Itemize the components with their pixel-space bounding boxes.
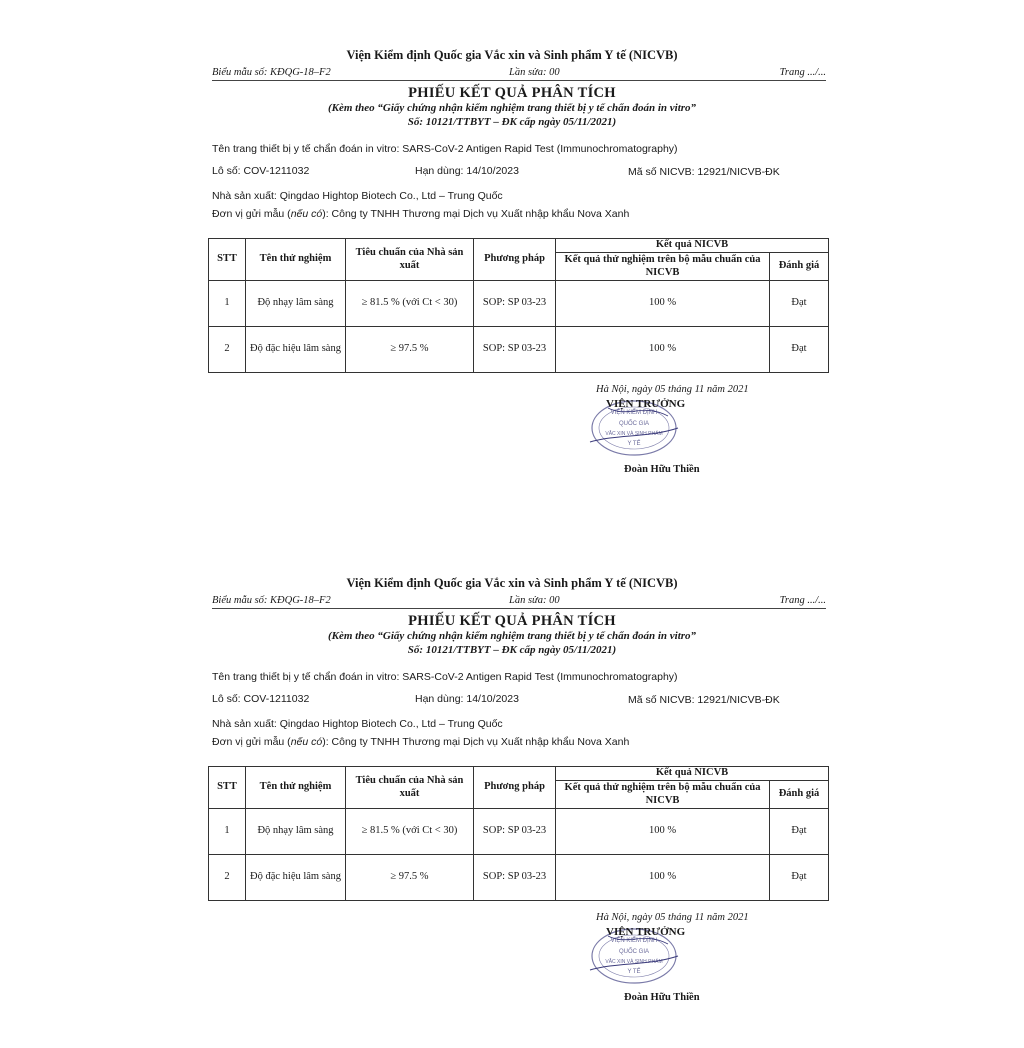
header-nicvb-result: Kết quả NICVB [556, 767, 829, 781]
cell-stt: 2 [209, 855, 246, 901]
sign-place-date: Hà Nội, ngày 05 tháng 11 năm 2021 [596, 912, 749, 923]
form-header-row [212, 66, 826, 81]
lot-number: Lô số: COV-1211032 [212, 693, 310, 705]
cell-result: 100 % [556, 855, 770, 901]
signature-block [540, 384, 800, 494]
page-number: Trang .../... [779, 595, 826, 606]
header-stt: STT [209, 239, 246, 281]
revision: Lần sửa: 00 [509, 67, 560, 78]
lot-number: Lô số: COV-1211032 [212, 165, 310, 177]
signer-title: VIỆN TRƯỞNG [606, 398, 686, 410]
institute-name: Viện Kiểm định Quốc gia Vắc xin và Sinh phẩm Y tế (NICVB) [346, 48, 678, 62]
analysis-report-2 [0, 528, 1024, 1048]
cell-method: SOP: SP 03-23 [474, 855, 556, 901]
header-method: Phương pháp [474, 767, 556, 809]
cell-result: 100 % [556, 327, 770, 373]
cell-evaluation: Đạt [770, 855, 829, 901]
results-table [208, 766, 829, 901]
svg-text:QUỐC GIA: QUỐC GIA [618, 421, 650, 427]
cell-stt: 2 [209, 327, 246, 373]
svg-text:QUỐC GIA: QUỐC GIA [618, 949, 650, 955]
cell-stt: 1 [209, 809, 246, 855]
sender-label-italic: nếu có [290, 208, 323, 220]
cell-method: SOP: SP 03-23 [474, 281, 556, 327]
sender-unit [212, 208, 629, 220]
header-test-name: Tên thử nghiệm [246, 239, 346, 281]
cell-evaluation: Đạt [770, 327, 829, 373]
svg-text:VIỆN KIỂM ĐỊNH: VIỆN KIỂM ĐỊNH [610, 410, 658, 416]
svg-text:Y TẾ: Y TẾ [627, 969, 641, 975]
expiry-date: Hạn dùng: 14/10/2023 [415, 165, 519, 177]
table-row [209, 855, 829, 901]
signer-name: Đoàn Hữu Thiền [624, 464, 700, 475]
form-code: Biểu mẫu số: KĐQG-18–F2 [212, 67, 331, 78]
svg-text:VẮC XIN VÀ SINH PHẨM: VẮC XIN VÀ SINH PHẨM [605, 431, 663, 437]
cell-evaluation: Đạt [770, 809, 829, 855]
device-name: Tên trang thiết bị y tế chẩn đoán in vitro: SARS-CoV-2 Antigen Rapid Test (Immunochromatography) [212, 143, 678, 155]
revision: Lần sửa: 00 [509, 595, 560, 606]
page-number: Trang .../... [779, 67, 826, 78]
cell-standard: ≥ 81.5 % (với Ct < 30) [346, 281, 474, 327]
nicvb-code: Mã số NICVB: 12921/NICVB-ĐK [628, 166, 780, 178]
header-evaluation: Đánh giá [770, 253, 829, 281]
sender-unit [212, 736, 629, 748]
sender-value: ): Công ty TNHH Thương mại Dịch vụ Xuất nhập khẩu Nova Xanh [322, 208, 630, 220]
table-row [209, 281, 829, 327]
cell-test-name: Độ nhạy lâm sàng [246, 809, 346, 855]
cell-result: 100 % [556, 281, 770, 327]
svg-text:Y TẾ: Y TẾ [627, 441, 641, 447]
form-code: Biểu mẫu số: KĐQG-18–F2 [212, 595, 331, 606]
header-stt: STT [209, 767, 246, 809]
signer-name: Đoàn Hữu Thiền [624, 992, 700, 1003]
nicvb-code: Mã số NICVB: 12921/NICVB-ĐK [628, 694, 780, 706]
document-title: PHIẾU KẾT QUẢ PHÂN TÍCH [408, 613, 616, 629]
subtitle-line-2: Số: 10121/TTBYT – ĐK cấp ngày 05/11/2021) [407, 116, 617, 128]
cell-standard: ≥ 97.5 % [346, 855, 474, 901]
results-table [208, 238, 829, 373]
sign-place-date: Hà Nội, ngày 05 tháng 11 năm 2021 [596, 384, 749, 395]
signature-block [540, 912, 800, 1022]
sender-label: Đơn vị gửi mẫu ( [212, 736, 291, 748]
header-test-name: Tên thử nghiệm [246, 767, 346, 809]
form-header-row [212, 594, 826, 609]
cell-method: SOP: SP 03-23 [474, 809, 556, 855]
header-standard: Tiêu chuẩn của Nhà sản xuất [346, 239, 474, 281]
svg-text:VIỆN KIỂM ĐỊNH: VIỆN KIỂM ĐỊNH [610, 938, 658, 944]
svg-text:VẮC XIN VÀ SINH PHẨM: VẮC XIN VÀ SINH PHẨM [605, 959, 663, 965]
table-row [209, 809, 829, 855]
analysis-report-1 [0, 0, 1024, 520]
manufacturer: Nhà sản xuất: Qingdao Hightop Biotech Co., Ltd – Trung Quốc [212, 190, 503, 202]
table-row [209, 327, 829, 373]
subtitle-line-1: (Kèm theo “Giấy chứng nhận kiểm nghiệm trang thiết bị y tế chẩn đoán in vitro” [327, 102, 697, 114]
header-result: Kết quả thử nghiệm trên bộ mẫu chuẩn của NICVB [556, 253, 770, 281]
cell-evaluation: Đạt [770, 281, 829, 327]
sender-label-italic: nếu có [290, 736, 323, 748]
sender-value: ): Công ty TNHH Thương mại Dịch vụ Xuất nhập khẩu Nova Xanh [322, 736, 630, 748]
subtitle-line-2: Số: 10121/TTBYT – ĐK cấp ngày 05/11/2021) [407, 644, 617, 656]
header-evaluation: Đánh giá [770, 781, 829, 809]
cell-stt: 1 [209, 281, 246, 327]
institute-name: Viện Kiểm định Quốc gia Vắc xin và Sinh phẩm Y tế (NICVB) [346, 576, 678, 590]
cell-test-name: Độ đặc hiệu lâm sàng [246, 327, 346, 373]
cell-result: 100 % [556, 809, 770, 855]
cell-test-name: Độ đặc hiệu lâm sàng [246, 855, 346, 901]
sender-label: Đơn vị gửi mẫu ( [212, 208, 291, 220]
cell-test-name: Độ nhạy lâm sàng [246, 281, 346, 327]
header-method: Phương pháp [474, 239, 556, 281]
cell-method: SOP: SP 03-23 [474, 327, 556, 373]
manufacturer: Nhà sản xuất: Qingdao Hightop Biotech Co., Ltd – Trung Quốc [212, 718, 503, 730]
device-name: Tên trang thiết bị y tế chẩn đoán in vitro: SARS-CoV-2 Antigen Rapid Test (Immunochromatography) [212, 671, 678, 683]
signer-title: VIỆN TRƯỞNG [606, 926, 686, 938]
expiry-date: Hạn dùng: 14/10/2023 [415, 693, 519, 705]
header-nicvb-result: Kết quả NICVB [556, 239, 829, 253]
subtitle-line-1: (Kèm theo “Giấy chứng nhận kiểm nghiệm trang thiết bị y tế chẩn đoán in vitro” [327, 630, 697, 642]
document-title: PHIẾU KẾT QUẢ PHÂN TÍCH [408, 85, 616, 101]
header-standard: Tiêu chuẩn của Nhà sản xuất [346, 767, 474, 809]
cell-standard: ≥ 81.5 % (với Ct < 30) [346, 809, 474, 855]
header-result: Kết quả thử nghiệm trên bộ mẫu chuẩn của NICVB [556, 781, 770, 809]
cell-standard: ≥ 97.5 % [346, 327, 474, 373]
